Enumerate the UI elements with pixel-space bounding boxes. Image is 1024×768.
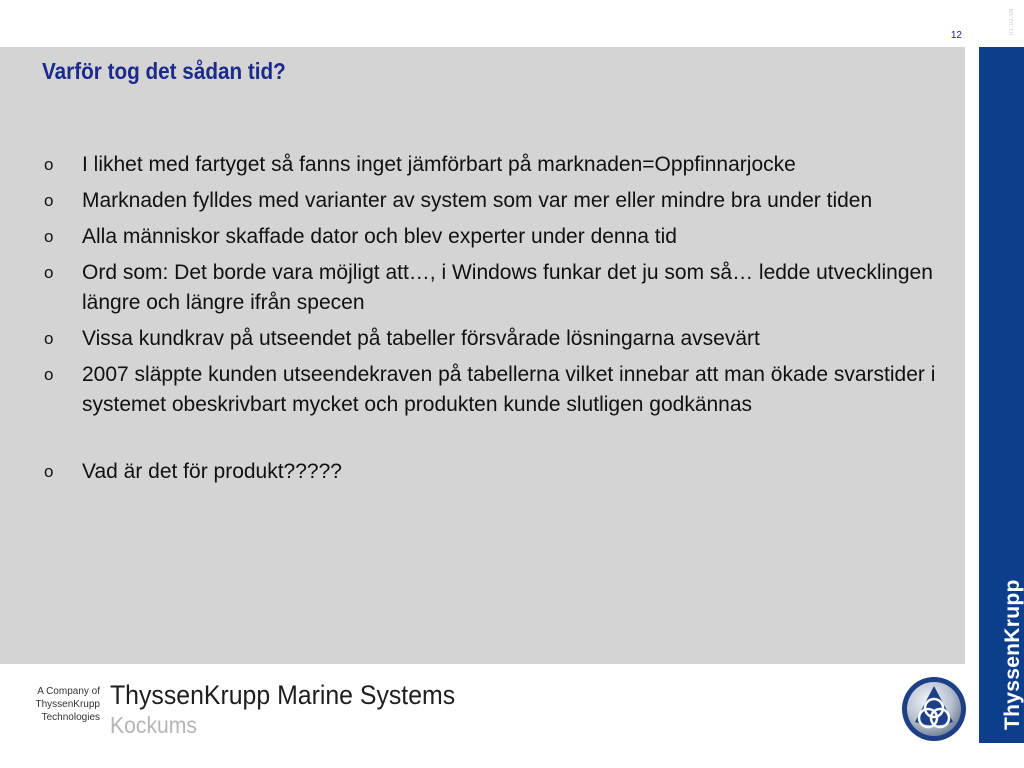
bullet-circle-icon: o [44,365,54,384]
bullet-item [42,324,942,354]
bullet-item [42,186,942,216]
footer-brand-name: ThyssenKrupp Marine Systems [110,680,456,710]
bullet-circle-icon: o [44,329,54,348]
bullet-circle-icon: o [44,191,54,210]
bullet-text: Alla människor skaffade dator och blev experter under denna tid [82,225,677,248]
bullet-text: I likhet med fartyget så fanns inget jämförbart på marknaden=Oppfinnarjocke [82,153,796,176]
bullet-circle-icon: o [44,227,54,246]
footer-sub-brand: Kockums [110,712,198,738]
bullet-item [42,457,942,487]
bullet-text: 2007 släppte kunden utseendekraven på tabellerna vilket innebar att man ökade svarstider i systemet obeskrivbart mycket och produkten kunde slutligen godkännas [82,363,936,416]
side-brand-label: ThyssenKrupp [1001,579,1024,730]
thyssenkrupp-logo-icon [900,675,968,743]
bullet-text: Ord som: Det borde vara möjligt att…, i Windows funkar det ju som så… ledde utvecklingen längre och längre ifrån specen [82,261,933,314]
bullet-item [42,360,942,420]
bullet-item [42,222,942,252]
bullet-text: Marknaden fylldes med varianter av system som var mer eller mindre bra under tiden [82,189,873,212]
bullet-text: Vad är det för produkt????? [82,460,342,483]
bullet-circle-icon: o [44,263,54,282]
bullet-text: Vissa kundkrav på utseendet på tabeller försvårade lösningarna avsevärt [82,327,760,350]
slide-number: 12 [950,30,962,41]
bullet-list [42,150,942,493]
company-of-label: A Company of ThyssenKrupp Technologies [35,686,100,723]
bullet-circle-icon: o [44,462,54,481]
bullet-item [42,150,942,180]
bullet-circle-icon: o [44,155,54,174]
date-stamp: 01.02.08 [1009,8,1015,36]
bullet-item [42,258,942,318]
slide-title: Varför tog det sådan tid? [42,58,286,84]
